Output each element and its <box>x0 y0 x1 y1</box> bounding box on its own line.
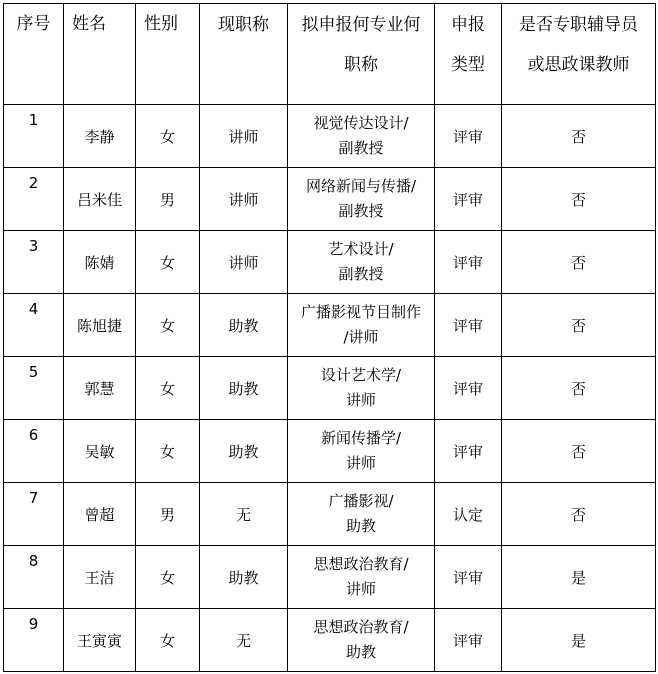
cell-name <box>64 483 136 546</box>
cell-gender <box>136 231 200 294</box>
cell-current-title <box>200 357 288 420</box>
cell-current-title <box>200 546 288 609</box>
cell-apply-type <box>435 168 502 231</box>
cell-current-title-text: 无 <box>235 505 251 524</box>
cell-gender <box>136 546 200 609</box>
table-row <box>4 609 656 672</box>
cell-counselor-text: 是 <box>570 631 586 650</box>
cell-apply-major-title <box>288 231 435 294</box>
cell-apply-type <box>435 483 502 546</box>
cell-index-text: 7 <box>28 489 39 507</box>
cell-counselor-text: 否 <box>570 442 586 461</box>
cell-counselor <box>502 168 656 231</box>
cell-index-text: 9 <box>28 615 39 633</box>
cell-apply-type <box>435 294 502 357</box>
cell-major-line1-text: 新闻传播学/ <box>320 429 402 447</box>
cell-apply-major-title <box>288 105 435 168</box>
table-row <box>4 420 656 483</box>
cell-type-text: 评审 <box>452 316 483 335</box>
cell-name-text: 郭慧 <box>84 379 115 398</box>
cell-gender-text: 男 <box>159 505 175 524</box>
cell-index <box>4 168 64 231</box>
cell-type-text: 评审 <box>452 190 483 209</box>
cell-gender-text: 女 <box>159 127 175 146</box>
cell-major-line1-text: 广播影视节目制作 <box>300 303 421 321</box>
header-index: 序号 <box>4 4 64 105</box>
cell-current-title <box>200 609 288 672</box>
cell-index <box>4 483 64 546</box>
cell-current-title <box>200 420 288 483</box>
cell-apply-major-title <box>288 168 435 231</box>
cell-index-text: 2 <box>28 174 39 192</box>
table-row <box>4 294 656 357</box>
cell-type-text: 评审 <box>452 127 483 146</box>
cell-index-text: 3 <box>28 237 39 255</box>
cell-name <box>64 609 136 672</box>
cell-apply-type <box>435 357 502 420</box>
table-row <box>4 483 656 546</box>
cell-name <box>64 357 136 420</box>
cell-counselor <box>502 420 656 483</box>
cell-apply-major-title <box>288 483 435 546</box>
cell-type-text: 认定 <box>452 505 483 524</box>
cell-name <box>64 420 136 483</box>
cell-index <box>4 105 64 168</box>
cell-apply-major-title <box>288 609 435 672</box>
cell-major-line2-text: 助教 <box>345 643 376 661</box>
cell-apply-type <box>435 546 502 609</box>
cell-gender-text: 女 <box>159 316 175 335</box>
cell-gender-text: 女 <box>159 442 175 461</box>
cell-index-text: 8 <box>28 552 39 570</box>
title-application-table <box>3 3 656 672</box>
cell-counselor-text: 否 <box>570 190 586 209</box>
header-apply-type: 申报 类型 <box>435 4 502 105</box>
cell-counselor <box>502 546 656 609</box>
cell-major-line1-text: 艺术设计/ <box>328 240 394 258</box>
cell-counselor <box>502 105 656 168</box>
cell-index <box>4 294 64 357</box>
cell-index-text: 1 <box>28 111 39 129</box>
cell-counselor-text: 否 <box>570 316 586 335</box>
cell-gender <box>136 105 200 168</box>
cell-name-text: 曾超 <box>84 505 115 524</box>
cell-gender-text: 女 <box>159 379 175 398</box>
cell-index-text: 6 <box>28 426 39 444</box>
cell-name <box>64 546 136 609</box>
cell-type-text: 评审 <box>452 631 483 650</box>
cell-name-text: 吴敏 <box>84 442 115 461</box>
cell-major-line2-text: /讲师 <box>343 328 379 346</box>
table-row <box>4 357 656 420</box>
cell-type-text: 评审 <box>452 442 483 461</box>
cell-current-title <box>200 168 288 231</box>
cell-name <box>64 168 136 231</box>
cell-current-title-text: 讲师 <box>228 190 259 209</box>
cell-gender-text: 女 <box>159 253 175 272</box>
cell-counselor-text: 否 <box>570 505 586 524</box>
cell-gender <box>136 609 200 672</box>
cell-name-text: 李静 <box>84 127 115 146</box>
cell-current-title-text: 助教 <box>228 316 259 335</box>
cell-counselor <box>502 609 656 672</box>
cell-name-text: 陈旭捷 <box>76 316 122 335</box>
cell-current-title <box>200 105 288 168</box>
cell-type-text: 评审 <box>452 253 483 272</box>
cell-counselor-text: 否 <box>570 379 586 398</box>
header-name: 姓名 <box>64 4 136 105</box>
cell-gender <box>136 168 200 231</box>
cell-current-title-text: 助教 <box>228 379 259 398</box>
cell-major-line2-text: 讲师 <box>345 580 376 598</box>
cell-counselor <box>502 483 656 546</box>
cell-index <box>4 420 64 483</box>
cell-major-line1-text: 设计艺术学/ <box>320 366 402 384</box>
cell-current-title-text: 助教 <box>228 568 259 587</box>
cell-counselor-text: 否 <box>570 253 586 272</box>
cell-apply-major-title <box>288 294 435 357</box>
cell-apply-type <box>435 231 502 294</box>
cell-major-line2-text: 副教授 <box>338 139 384 157</box>
table-row <box>4 231 656 294</box>
cell-name <box>64 231 136 294</box>
cell-gender <box>136 294 200 357</box>
cell-major-line2-text: 讲师 <box>345 454 376 472</box>
cell-apply-type <box>435 420 502 483</box>
cell-type-text: 评审 <box>452 379 483 398</box>
cell-index-text: 4 <box>28 300 39 318</box>
cell-gender <box>136 420 200 483</box>
cell-counselor-text: 是 <box>570 568 586 587</box>
cell-major-line1-text: 广播影视/ <box>328 492 394 510</box>
cell-major-line2-text: 讲师 <box>345 391 376 409</box>
cell-apply-type <box>435 609 502 672</box>
header-counselor: 是否专职辅导员 或思政课教师 <box>502 4 656 105</box>
cell-current-title-text: 助教 <box>228 442 259 461</box>
cell-name-text: 陈婧 <box>84 253 115 272</box>
cell-apply-major-title <box>288 546 435 609</box>
header-gender: 性别 <box>136 4 200 105</box>
cell-major-line1-text: 思想政治教育/ <box>313 555 409 573</box>
cell-name-text: 王寅寅 <box>76 631 122 650</box>
table-row <box>4 546 656 609</box>
cell-gender-text: 女 <box>159 631 175 650</box>
cell-type-text: 评审 <box>452 568 483 587</box>
cell-major-line1-text: 思想政治教育/ <box>313 618 409 636</box>
header-apply-title: 拟申报何专业何 职称 <box>288 4 435 105</box>
cell-gender <box>136 483 200 546</box>
cell-current-title <box>200 483 288 546</box>
cell-current-title-text: 讲师 <box>228 253 259 272</box>
cell-counselor <box>502 357 656 420</box>
cell-current-title-text: 无 <box>235 631 251 650</box>
cell-index-text: 5 <box>28 363 39 381</box>
cell-apply-type <box>435 105 502 168</box>
cell-index <box>4 357 64 420</box>
cell-gender-text: 男 <box>159 190 175 209</box>
cell-name-text: 吕米佳 <box>76 190 122 209</box>
cell-major-line2-text: 助教 <box>345 517 376 535</box>
cell-major-line2-text: 副教授 <box>338 265 384 283</box>
cell-current-title-text: 讲师 <box>228 127 259 146</box>
cell-apply-major-title <box>288 420 435 483</box>
cell-major-line1-text: 网络新闻与传播/ <box>305 177 417 195</box>
cell-gender-text: 女 <box>159 568 175 587</box>
cell-index <box>4 546 64 609</box>
cell-index <box>4 609 64 672</box>
cell-name <box>64 105 136 168</box>
cell-gender <box>136 357 200 420</box>
cell-major-line1-text: 视觉传达设计/ <box>313 114 409 132</box>
cell-counselor <box>502 231 656 294</box>
cell-current-title <box>200 294 288 357</box>
cell-name-text: 王洁 <box>84 568 115 587</box>
header-current-title: 现职称 <box>200 4 288 105</box>
cell-major-line2-text: 副教授 <box>338 202 384 220</box>
cell-apply-major-title <box>288 357 435 420</box>
cell-counselor <box>502 294 656 357</box>
cell-current-title <box>200 231 288 294</box>
cell-counselor-text: 否 <box>570 127 586 146</box>
table-header-row <box>4 4 656 105</box>
cell-name <box>64 294 136 357</box>
table-row <box>4 168 656 231</box>
table-row <box>4 105 656 168</box>
cell-index <box>4 231 64 294</box>
